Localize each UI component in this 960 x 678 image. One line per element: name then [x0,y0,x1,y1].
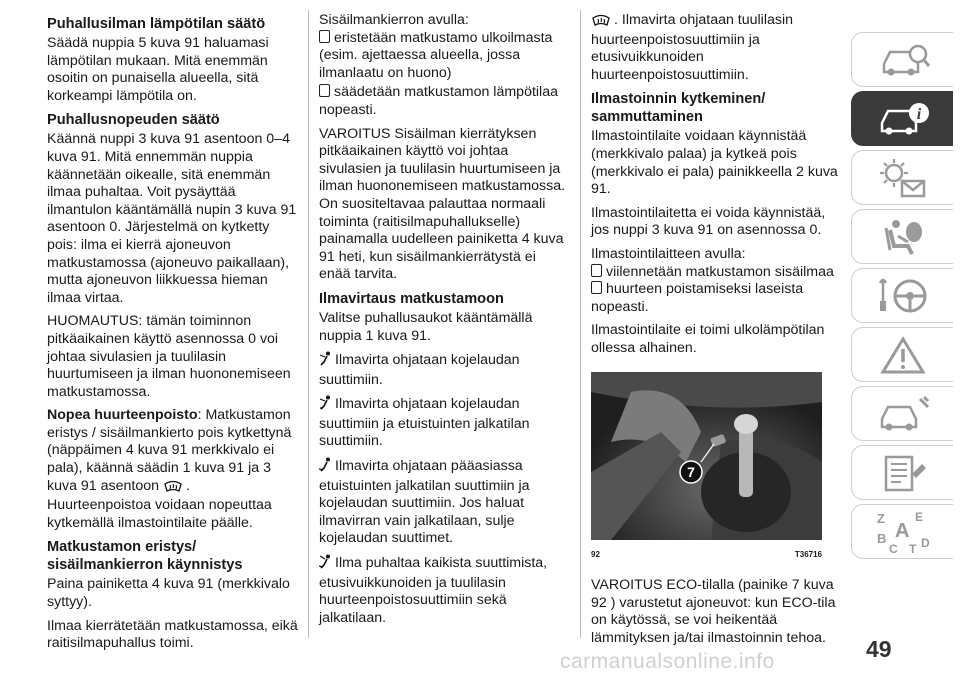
bullet-box-icon [319,30,330,43]
svg-text:Z: Z [876,510,885,526]
tab-car-info[interactable] [851,91,953,146]
paragraph: Ilmastointilaite ei toimi ulkolämpötilan ollessa alhainen. [591,322,825,356]
column-divider [580,10,581,638]
figure-caption-row [591,546,822,564]
list-item [319,30,571,83]
paragraph-warning-eco: VAROITUS ECO-tilalla (painike 7 kuva 92 ) varustetut ajoneuvot: kun ECO-tila on käytössä, se voi heikentää lämmityksen ja/tai ilmastoinnin tehoa. [591,577,836,646]
tab-car-check[interactable] [851,32,953,87]
column-1 [47,12,299,659]
tab-airbag-seat[interactable] [851,209,953,264]
term-quick-defrost: Nopea huurteenpoisto [47,407,198,424]
paragraph: Paina painiketta 4 kuva 91 (merkkivalo syttyy). [47,576,290,611]
svg-text:C: C [888,541,898,555]
car-service-icon [876,393,930,435]
list-item [591,264,843,282]
page-number: 49 [866,636,892,662]
paragraph-warning: VAROITUS Sisäilman kierrätyksen pitkäaikainen käyttö voi johtaa sivulasien ja tuulilasin huurtumiseen ja ilman huononemiseen matkustamossa. On suositeltavaa palauttaa normaali toiminta (raitisilmapuhallukselle) painamalla uudelleen painiketta 4 kuva 91 heti, kun sisäilmankierrätystä ei enää tarvita. [319,125,566,283]
svg-text:T: T [908,541,916,555]
paragraph: Sisäilmankierron avulla: [319,12,469,28]
figure-92-photo [591,372,822,540]
heading-air-distribution: Ilmavirtaus matkustamoon [319,290,504,307]
list-item [319,84,571,119]
bullet-box-icon [591,281,602,294]
svg-text:A: A [894,519,909,542]
car-check-icon [876,40,930,80]
car-info-icon [876,99,930,139]
column-2 [319,12,571,633]
windscreen-defrost-icon [163,480,183,498]
svg-text:i: i [916,105,921,123]
paragraph: Säädä nuppia 5 kuva 91 haluamasi lämpötilan mukaan. Mitä enemmän osoitin on punaisella alueella, sitä korkeampi lämpötila on. [47,35,269,104]
airflow-all-icon [319,554,332,575]
paragraph-quick-defrost [47,407,299,532]
text: Huurteenpoistoa voidaan nopeuttaa kytkemällä ilmastointilaite päälle. [47,497,272,531]
text: säädetään matkustamon lämpötilaa nopeasti. [319,84,558,118]
text: Ilmavirta ohjataan kojelaudan suuttimiin. [319,352,520,388]
airflow-feet-icon [319,457,332,478]
heading-recirculation: Matkustamon eristys/ sisäilmankierron käynnistys [47,539,243,574]
tab-index[interactable] [851,504,953,559]
text: . Ilmavirta ohjataan tuulilasin huurteenpoistosuuttimiin ja etusivuikkunoiden huurteenpoistosuuttimiin. [591,12,794,83]
warning-triangle-icon [876,334,930,376]
paragraph: Valitse puhallusaukot kääntämällä nuppia 1 kuva 91. [319,309,533,344]
paragraph: Ilmastointilaitteen avulla: [591,245,746,262]
windscreen-defrost-icon [591,14,611,32]
column-3 [591,12,843,653]
tab-specifications[interactable] [851,445,953,500]
text: Ilma puhaltaa kaikista suuttimista, etusivuikkunoiden ja tuulilasin huurteenpoistosuuttimiin sekä jalkatilaan. [319,555,548,626]
tab-steering-wheel[interactable] [851,268,953,323]
paragraph: Ilmastointilaite voidaan käynnistää (merkkivalo palaa) ja kytkeä pois (merkkivalo ei pala) painikkeella 2 kuva 91. [591,128,838,198]
tab-warning-triangle[interactable] [851,327,953,382]
list-item [591,281,843,316]
paragraph: Ilmaa kierrätetään matkustamossa, eikä raitisilmapuhallus toimi. [47,617,298,652]
paragraph: Käännä nuppi 3 kuva 91 asentoon 0–4 kuva 91. Mitä ennemmän nuppia käännetään oikealle, sitä enemmän ilmaa puhaltaa. Voit pysäyttää ilmantulon kääntämällä nupin 3 kuva 91 asentoon 0. Järjestelmä on kytketty pois: ilma ei kierrä ajoneuvon matkustamossa (ajoneuvo paikallaan), mutta ajoneuvon liikkuessa hieman ilmaa virtaa. [47,131,297,306]
callout-label: 7 [687,463,695,480]
paragraph [591,12,843,84]
text: Ilmavirta ohjataan kojelaudan suuttimiin ja etuistuinten jalkatilan suuttimiin. [319,396,530,450]
mode-item [319,457,571,548]
figure-code: T36716 [794,549,822,559]
airflow-face-icon [319,351,332,372]
figure-number: 92 [591,549,600,559]
paragraph: Ilmastointilaitetta ei voida käynnistää, jos nuppi 3 kuva 91 on asennossa 0. [591,204,826,239]
column-divider [308,10,309,638]
chapter-tabs [851,32,960,563]
text: . [185,477,190,494]
index-icon [873,509,933,555]
dashboard-photo-illustration [591,372,822,540]
svg-text:E: E [914,509,923,524]
tab-warning-lights[interactable] [851,150,953,205]
heading-air-conditioning: Ilmastoinnin kytkeminen/ sammuttaminen [591,91,766,126]
watermark: carmanualsonline.info [560,650,775,673]
mode-item [319,554,571,627]
svg-text:B: B [876,530,886,546]
heading-fan-speed: Puhallusnopeuden säätö [47,112,220,129]
tab-car-service[interactable] [851,386,953,441]
steering-wheel-icon [876,275,930,317]
bullet-box-icon [591,264,602,277]
text: Ilmavirta ohjataan pääasiassa etuistuinten jalkatilan suuttimiin ja kojelaudan suuttimiin. Jos haluat ilmavirran vain jalkatilaan, sulje kojelaudan suuttimet. [319,458,530,547]
airflow-face-feet-icon [319,395,332,416]
mode-item [319,351,571,389]
heading-air-temperature: Puhallusilman lämpötilan säätö [47,16,266,32]
paragraph: HUOMAUTUS: tämän toiminnon pitkäaikainen käyttö asennossa 0 voi johtaa sivulasien ja tuulilasin huurtumiseen ja ilman huononemiseen matkustamossa. [47,313,291,400]
bullet-box-icon [319,84,330,97]
svg-text:D: D [920,535,930,550]
warning-lights-icon [876,157,930,199]
mode-item [319,395,571,451]
text: : Matkustamon eristys / sisäilmankierto pois kytkettynä (näppäimen 4 kuva 91 merkkivalo ei pala), käännä säädin 1 kuva 91 ja 3 kuva 91 asentoon [47,407,292,494]
text: viilennetään matkustamon sisäilmaa [606,263,834,280]
text: eristetään matkustamo ulkoilmasta (esim. ajettaessa alueella, jossa ilmanlaatu on huono) [319,29,553,81]
specifications-icon [876,452,930,494]
airbag-seat-icon [876,216,930,258]
text: huurteen poistamiseksi laseista nopeasti. [591,281,804,315]
